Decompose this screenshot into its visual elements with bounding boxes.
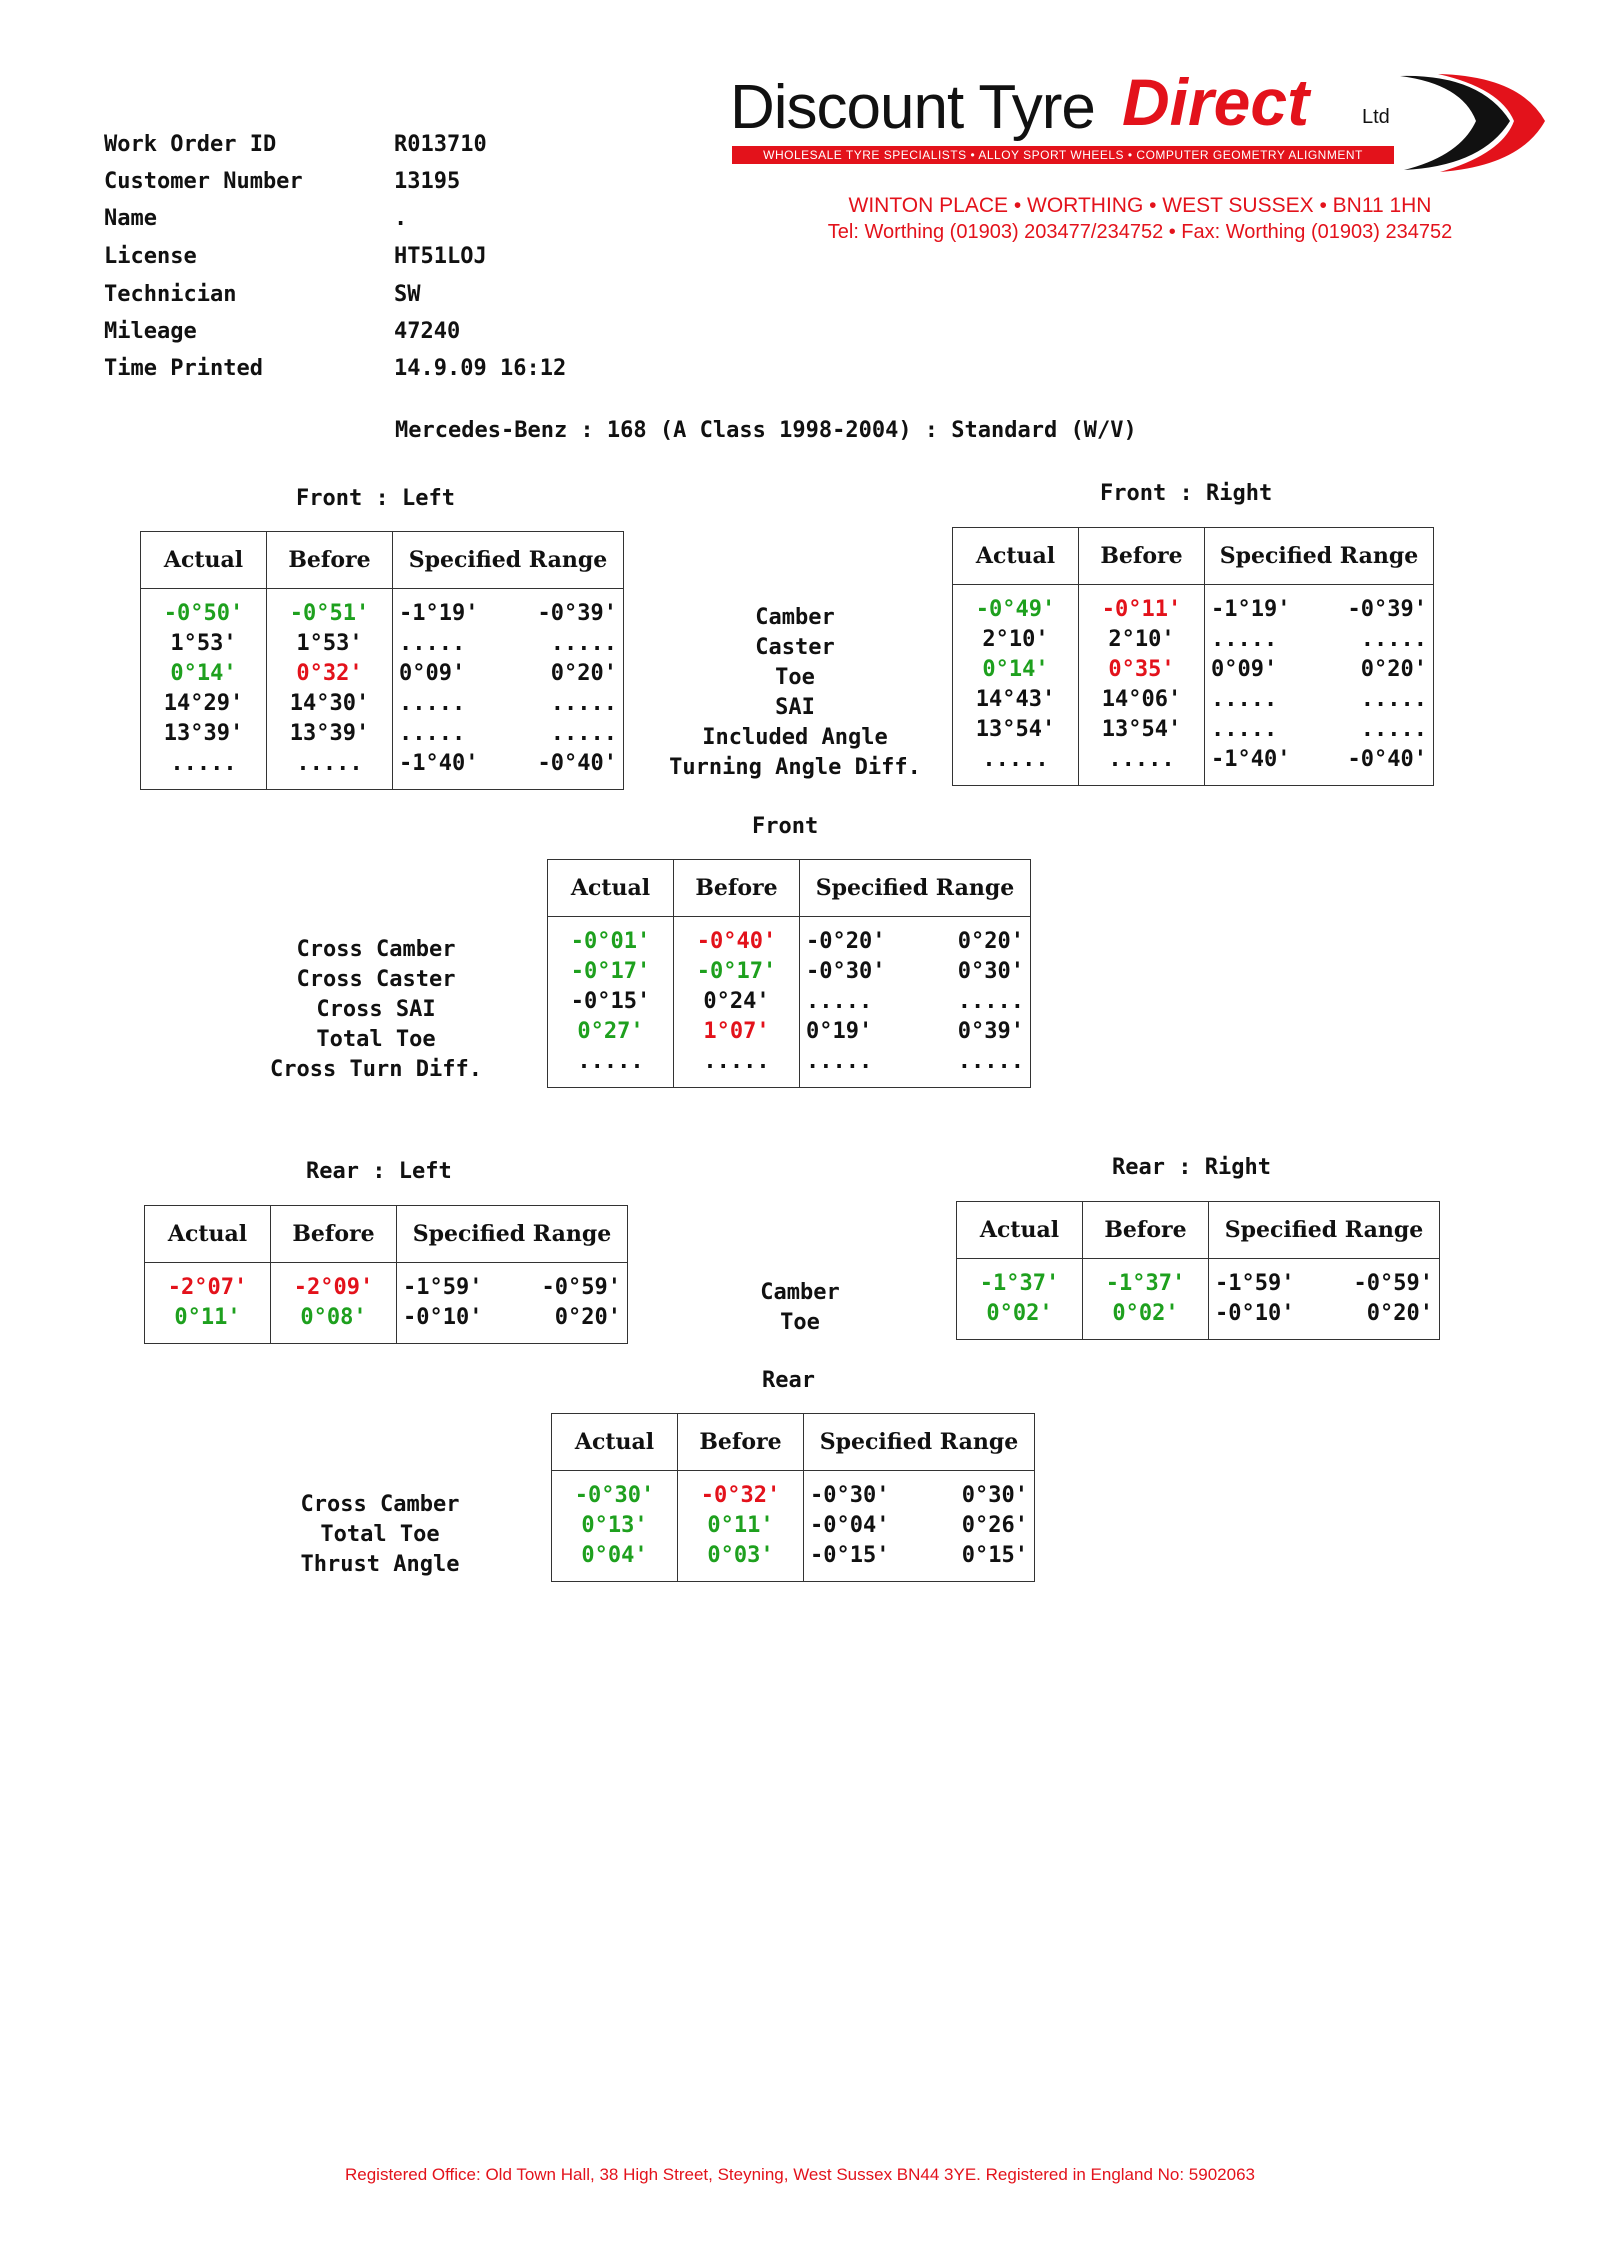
front-left-table [140, 531, 624, 790]
col-specified-header: Specified Range [800, 860, 1031, 917]
swoosh-logo-icon [1390, 66, 1550, 176]
front-labels [640, 603, 950, 783]
range-max: -0°39' [537, 601, 617, 626]
info-label: Customer Number [104, 169, 303, 194]
value-cell: 0°14' [170, 661, 237, 686]
range-max: ..... [1360, 687, 1427, 712]
company-logo [730, 62, 1550, 192]
range-row [1211, 685, 1427, 715]
company-phone: Tel: Worthing (01903) 203477/234752 • Fax: Worthing (01903) 234752 [827, 221, 1453, 243]
col-before-header: Before [678, 1414, 804, 1471]
value-cell: 0°35' [1108, 657, 1175, 682]
info-row-work-order [104, 132, 704, 168]
range-max: ..... [550, 631, 617, 656]
range-row [806, 1017, 1024, 1047]
col-before-header: Before [271, 1206, 397, 1263]
measurement-label: Camber [760, 1280, 840, 1305]
measurement-label: Cross Camber [300, 1492, 460, 1517]
info-value: HT51LOJ [394, 244, 487, 269]
rear-left-title: Rear : Left [306, 1159, 452, 1184]
range-max: -0°59' [541, 1275, 621, 1300]
value-cell: 1°07' [703, 1019, 770, 1044]
value-cell: 0°04' [581, 1543, 648, 1568]
range-row [1215, 1269, 1433, 1299]
range-max: 0°15' [961, 1543, 1028, 1568]
col-specified-header: Specified Range [393, 532, 624, 589]
col-specified-header: Specified Range [1209, 1202, 1440, 1259]
col-actual-header: Actual [953, 528, 1079, 585]
value-cell: -0°11' [1101, 597, 1182, 622]
info-label: Time Printed [104, 356, 263, 381]
front-cross-labels [246, 935, 506, 1085]
actual-column [957, 1259, 1083, 1340]
logo-name-part1: Discount Tyre [730, 73, 1095, 142]
range-min: -0°30' [806, 959, 886, 984]
info-row-mileage [104, 319, 704, 355]
value-cell: -0°17' [696, 959, 777, 984]
value-cell: ..... [703, 1049, 770, 1074]
value-cell: 1°53' [170, 631, 237, 656]
col-before-header: Before [267, 532, 393, 589]
range-row [403, 1273, 621, 1303]
measurement-label: Included Angle [702, 725, 888, 750]
range-max: ..... [550, 691, 617, 716]
before-column [674, 917, 800, 1088]
range-row [1211, 715, 1427, 745]
value-cell: -1°37' [979, 1271, 1060, 1296]
col-specified-header: Specified Range [1205, 528, 1434, 585]
value-cell: -2°09' [293, 1275, 374, 1300]
range-min: -1°40' [1211, 747, 1291, 772]
rear-right-title: Rear : Right [1112, 1155, 1271, 1180]
range-min: ..... [1211, 687, 1278, 712]
info-label: License [104, 244, 197, 269]
measurement-label: Cross Turn Diff. [270, 1057, 482, 1082]
range-row [806, 927, 1024, 957]
info-label: Technician [104, 282, 237, 307]
rear-cross-title: Rear [762, 1368, 815, 1393]
value-cell: 0°24' [703, 989, 770, 1014]
range-min: -0°04' [810, 1513, 890, 1538]
range-min: -0°20' [806, 929, 886, 954]
range-max: 0°30' [957, 959, 1024, 984]
range-min: -0°30' [810, 1483, 890, 1508]
value-cell: 0°11' [174, 1305, 241, 1330]
measurement-label: Thrust Angle [300, 1552, 460, 1577]
range-min: -0°10' [1215, 1301, 1295, 1326]
range-min: -1°19' [399, 601, 479, 626]
value-cell: 13°54' [1101, 717, 1182, 742]
front-right-table [952, 527, 1434, 786]
range-row [806, 1047, 1024, 1077]
col-before-header: Before [1079, 528, 1205, 585]
range-min: -1°59' [1215, 1271, 1295, 1296]
measurement-label: Total Toe [316, 1027, 436, 1052]
value-cell: -0°32' [700, 1483, 781, 1508]
actual-column [548, 917, 674, 1088]
info-value: 13195 [394, 169, 461, 194]
range-row [399, 629, 617, 659]
range-min: ..... [399, 691, 466, 716]
front-left-title: Front : Left [296, 486, 455, 511]
measurement-label: Toe [780, 1310, 820, 1335]
range-min: 0°09' [1211, 657, 1278, 682]
col-specified-header: Specified Range [804, 1414, 1035, 1471]
value-cell: 0°02' [1112, 1301, 1179, 1326]
range-max: -0°40' [537, 751, 617, 776]
range-column [1209, 1259, 1440, 1340]
range-row [1211, 655, 1427, 685]
range-min: -1°40' [399, 751, 479, 776]
value-cell: -0°49' [975, 597, 1056, 622]
value-cell: ..... [577, 1049, 644, 1074]
range-max: 0°20' [957, 929, 1024, 954]
range-row [399, 659, 617, 689]
range-max: 0°20' [1360, 657, 1427, 682]
value-cell: 14°29' [163, 691, 244, 716]
value-cell: 0°02' [986, 1301, 1053, 1326]
value-cell: ..... [170, 751, 237, 776]
measurement-label: Cross SAI [316, 997, 436, 1022]
before-column [678, 1471, 804, 1582]
range-max: -0°59' [1353, 1271, 1433, 1296]
value-cell: 13°39' [289, 721, 370, 746]
range-min: -0°15' [810, 1543, 890, 1568]
value-cell: -0°17' [570, 959, 651, 984]
range-column [393, 589, 624, 790]
registered-office-footer: Registered Office: Old Town Hall, 38 High Street, Steyning, West Sussex BN44 3YE. Registered in England No: 5902063 [344, 2165, 1255, 2184]
rear-right-table [956, 1201, 1440, 1340]
range-min: -1°19' [1211, 597, 1291, 622]
value-cell: 0°03' [707, 1543, 774, 1568]
measurement-label: Total Toe [320, 1522, 440, 1547]
logo-name-part2: Direct [1122, 65, 1310, 139]
rear-cross-table [551, 1413, 1035, 1582]
range-row [1215, 1299, 1433, 1329]
before-column [1079, 585, 1205, 786]
range-row [810, 1541, 1028, 1571]
range-max: ..... [957, 1049, 1024, 1074]
info-row-time-printed [104, 356, 704, 392]
range-column [1205, 585, 1434, 786]
col-before-header: Before [674, 860, 800, 917]
range-row [806, 987, 1024, 1017]
logo-strapline: WHOLESALE TYRE SPECIALISTS • ALLOY SPORT WHEELS • COMPUTER GEOMETRY ALIGNMENT [732, 146, 1394, 164]
info-value: 14.9.09 16:12 [394, 356, 567, 381]
range-min: -0°10' [403, 1305, 483, 1330]
info-value: R013710 [394, 132, 487, 157]
value-cell: 0°32' [296, 661, 363, 686]
before-column [267, 589, 393, 790]
front-cross-table [547, 859, 1031, 1088]
info-label: Name [104, 206, 157, 231]
range-max: 0°26' [961, 1513, 1028, 1538]
actual-column [141, 589, 267, 790]
col-actual-header: Actual [552, 1414, 678, 1471]
range-min: ..... [399, 721, 466, 746]
value-cell: 0°11' [707, 1513, 774, 1538]
col-actual-header: Actual [141, 532, 267, 589]
range-max: ..... [957, 989, 1024, 1014]
col-actual-header: Actual [548, 860, 674, 917]
info-row-name [104, 206, 704, 242]
range-column [800, 917, 1031, 1088]
value-cell: 2°10' [982, 627, 1049, 652]
col-before-header: Before [1083, 1202, 1209, 1259]
range-min: ..... [399, 631, 466, 656]
value-cell: -0°01' [570, 929, 651, 954]
range-row [1211, 625, 1427, 655]
value-cell: ..... [296, 751, 363, 776]
info-label: Work Order ID [104, 132, 277, 157]
rear-left-table [144, 1205, 628, 1344]
range-min: -1°59' [403, 1275, 483, 1300]
value-cell: 0°14' [982, 657, 1049, 682]
rear-cross-labels [250, 1490, 510, 1580]
measurement-label: Cross Caster [296, 967, 456, 992]
range-row [399, 689, 617, 719]
measurement-label: Camber [755, 605, 835, 630]
value-cell: 2°10' [1108, 627, 1175, 652]
info-label: Mileage [104, 319, 197, 344]
value-cell: -2°07' [167, 1275, 248, 1300]
value-cell: 14°43' [975, 687, 1056, 712]
range-max: ..... [1360, 717, 1427, 742]
range-row [1211, 595, 1427, 625]
range-column [397, 1263, 628, 1344]
value-cell: ..... [1108, 747, 1175, 772]
range-max: 0°20' [1366, 1301, 1433, 1326]
info-value: . [394, 206, 408, 231]
range-max: 0°20' [550, 661, 617, 686]
range-max: -0°40' [1347, 747, 1427, 772]
before-column [1083, 1259, 1209, 1340]
value-cell: -1°37' [1105, 1271, 1186, 1296]
rear-labels [700, 1278, 900, 1338]
range-row [810, 1481, 1028, 1511]
value-cell: -0°50' [163, 601, 244, 626]
range-min: 0°19' [806, 1019, 873, 1044]
measurement-label: Toe [775, 665, 815, 690]
range-max: 0°30' [961, 1483, 1028, 1508]
value-cell: 14°06' [1101, 687, 1182, 712]
range-max: ..... [550, 721, 617, 746]
range-min: ..... [1211, 717, 1278, 742]
measurement-label: Turning Angle Diff. [669, 755, 921, 780]
value-cell: 14°30' [289, 691, 370, 716]
value-cell: 0°27' [577, 1019, 644, 1044]
range-min: ..... [1211, 627, 1278, 652]
value-cell: 1°53' [296, 631, 363, 656]
value-cell: 13°54' [975, 717, 1056, 742]
info-row-license [104, 244, 704, 280]
range-row [399, 749, 617, 779]
range-max: 0°39' [957, 1019, 1024, 1044]
range-max: -0°39' [1347, 597, 1427, 622]
actual-column [145, 1263, 271, 1344]
range-row [810, 1511, 1028, 1541]
front-right-title: Front : Right [1100, 481, 1273, 506]
range-column [804, 1471, 1035, 1582]
measurement-label: SAI [775, 695, 815, 720]
col-actual-header: Actual [957, 1202, 1083, 1259]
value-cell: 0°13' [581, 1513, 648, 1538]
range-max: ..... [1360, 627, 1427, 652]
range-min: 0°09' [399, 661, 466, 686]
actual-column [953, 585, 1079, 786]
range-min: ..... [806, 1049, 873, 1074]
range-row [399, 599, 617, 629]
value-cell: -0°51' [289, 601, 370, 626]
value-cell: -0°30' [574, 1483, 655, 1508]
value-cell: -0°40' [696, 929, 777, 954]
measurement-label: Caster [755, 635, 835, 660]
col-specified-header: Specified Range [397, 1206, 628, 1263]
range-row [1211, 745, 1427, 775]
range-row [806, 957, 1024, 987]
front-cross-title: Front [752, 814, 819, 839]
value-cell: -0°15' [570, 989, 651, 1014]
value-cell: ..... [982, 747, 1049, 772]
info-row-technician [104, 282, 704, 318]
info-value: SW [394, 282, 421, 307]
measurement-label: Cross Camber [296, 937, 456, 962]
col-actual-header: Actual [145, 1206, 271, 1263]
info-value: 47240 [394, 319, 461, 344]
range-row [399, 719, 617, 749]
info-row-customer-number [104, 169, 704, 205]
vehicle-model: Mercedes-Benz : 168 (A Class 1998-2004) : Standard (W/V) [395, 418, 1137, 443]
value-cell: 13°39' [163, 721, 244, 746]
value-cell: 0°08' [300, 1305, 367, 1330]
logo-ltd: Ltd [1362, 106, 1390, 128]
range-min: ..... [806, 989, 873, 1014]
range-max: 0°20' [554, 1305, 621, 1330]
company-address: WINTON PLACE • WORTHING • WEST SUSSEX • BN11 1HN [848, 194, 1432, 217]
actual-column [552, 1471, 678, 1582]
range-row [403, 1303, 621, 1333]
before-column [271, 1263, 397, 1344]
